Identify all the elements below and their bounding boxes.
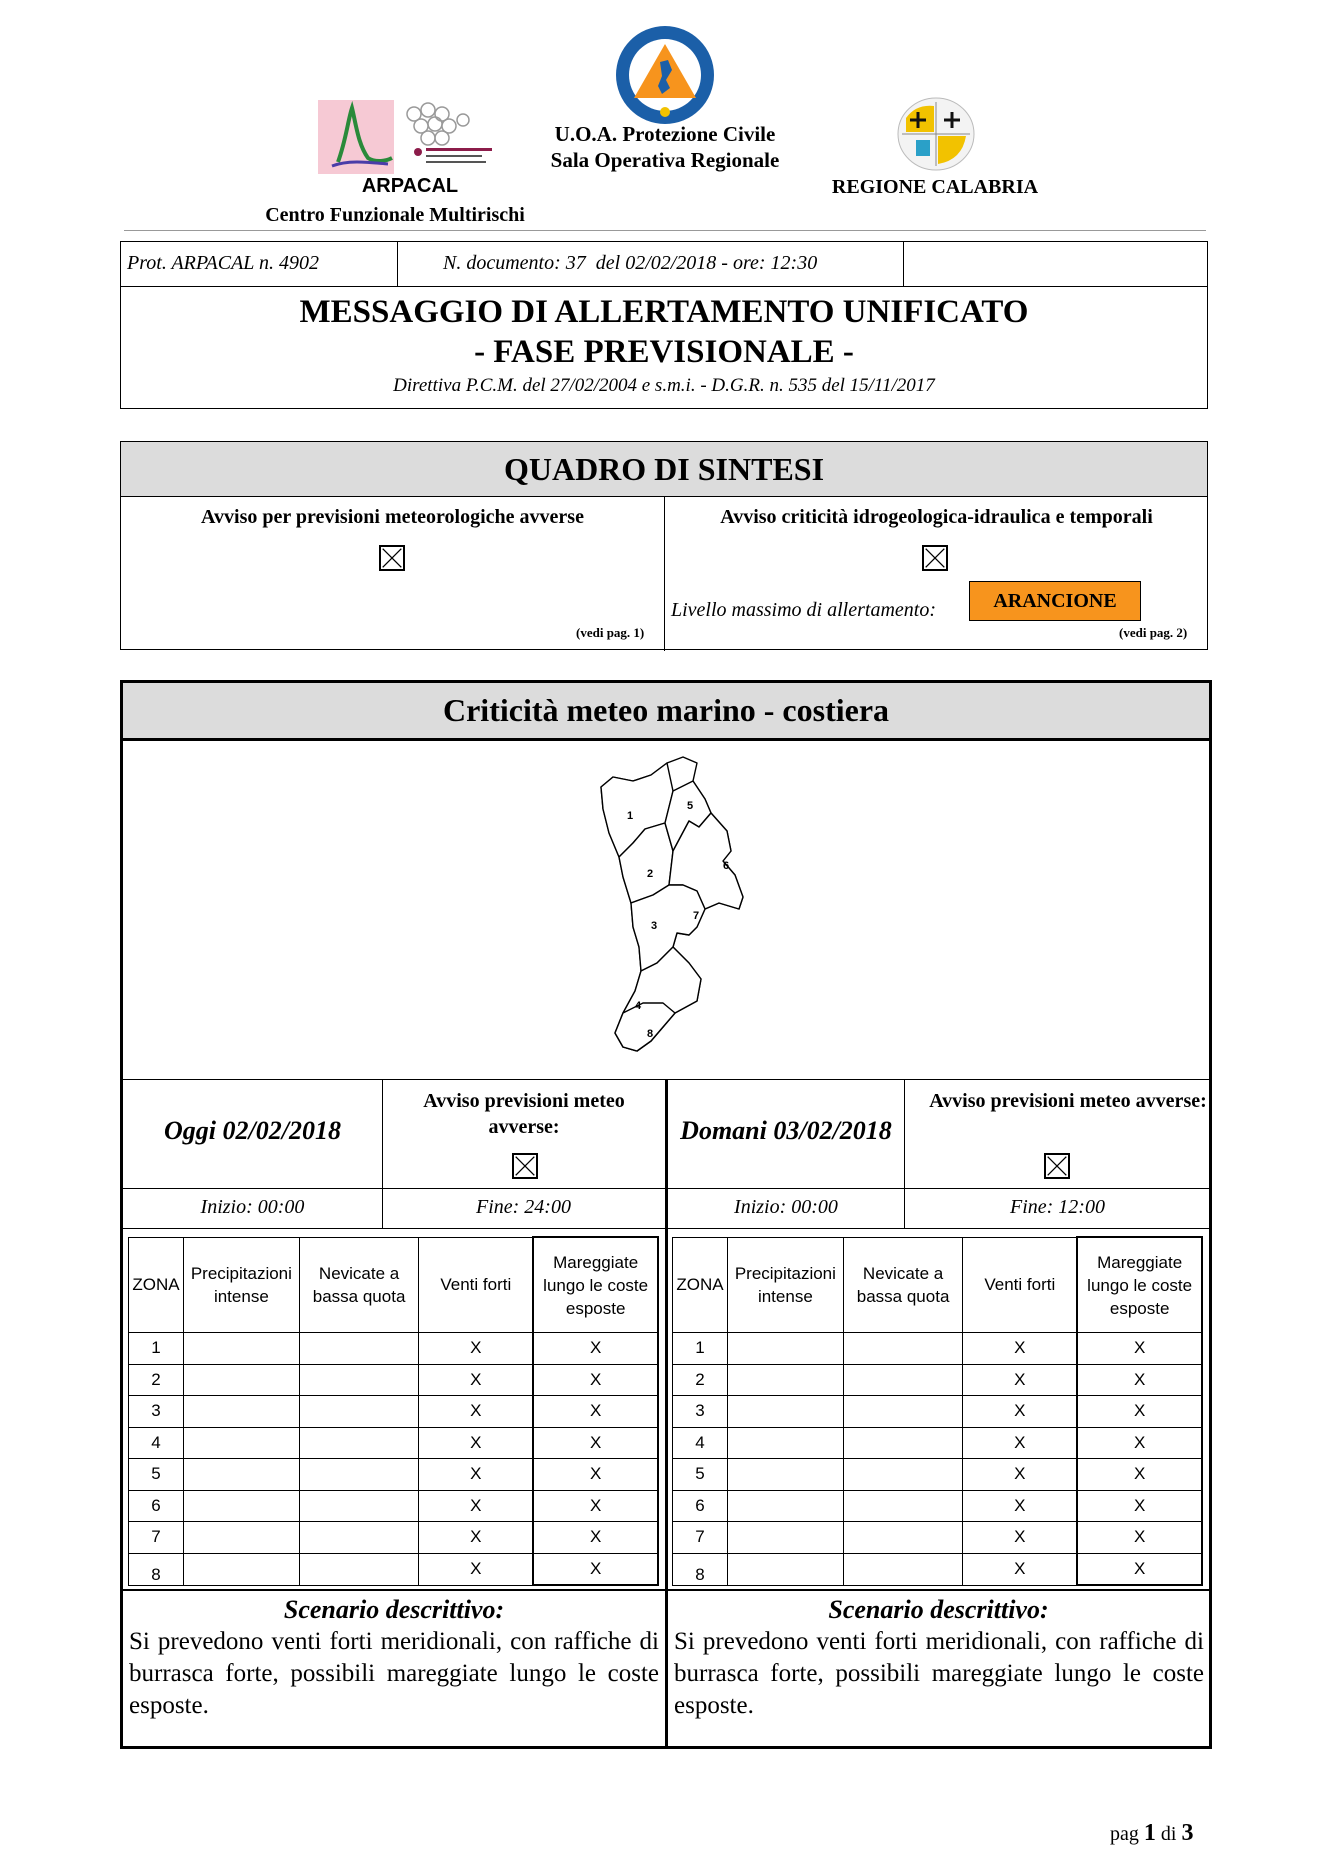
document-number: N. documento: 37 del 02/02/2018 - ore: 12:30 (443, 252, 818, 274)
zone-cell: 5 (129, 1459, 184, 1491)
zone-cell: 2 (129, 1364, 184, 1396)
message-phase: - FASE PREVISIONALE - (474, 334, 854, 370)
today-scenario-title: Scenario descrittivo: (283, 1595, 505, 1624)
nevicate-cell (843, 1396, 963, 1428)
livello-badge: ARANCIONE (969, 581, 1141, 621)
map-zone-label: 6 (723, 860, 730, 872)
table-row (673, 1427, 1203, 1459)
uoa-line2: Sala Operativa Regionale (550, 148, 780, 172)
zone-cell: 5 (673, 1459, 728, 1491)
table-row (673, 1553, 1203, 1585)
zone-cell: 4 (673, 1427, 728, 1459)
venti-cell: X (419, 1490, 533, 1522)
map-zone-label: 4 (635, 1000, 642, 1012)
venti-cell: X (963, 1522, 1077, 1554)
livello-label: Livello massimo di allertamento: (671, 599, 936, 621)
zone-cell: 8 (673, 1553, 728, 1585)
zone-cell: 1 (129, 1333, 184, 1365)
venti-cell: X (963, 1490, 1077, 1522)
venti-cell: X (963, 1459, 1077, 1491)
header-nevicate: Nevicate a bassa quota (843, 1237, 963, 1333)
mareggiate-cell: X (1077, 1427, 1202, 1459)
criticita-box (120, 680, 1212, 1749)
table-row (129, 1396, 659, 1428)
map-zone-label: 8 (647, 1028, 654, 1040)
header-zona: ZONA (129, 1237, 184, 1333)
mareggiate-cell: X (1077, 1459, 1202, 1491)
mareggiate-cell: X (533, 1427, 658, 1459)
mareggiate-cell: X (533, 1364, 658, 1396)
zone-cell: 3 (673, 1396, 728, 1428)
precipitazioni-cell (727, 1427, 843, 1459)
mareggiate-cell: X (1077, 1396, 1202, 1428)
nevicate-cell (299, 1490, 419, 1522)
table-row (673, 1490, 1203, 1522)
map-zone-label: 7 (693, 910, 700, 922)
meteo-avverse-checkbox[interactable] (379, 545, 405, 571)
nevicate-cell (299, 1459, 419, 1491)
header-mareggiate: Mareggiate lungo le coste esposte (1077, 1237, 1202, 1333)
zone-cell: 7 (673, 1522, 728, 1554)
regione-calabria-logo (896, 96, 976, 172)
page-pag: pag (1110, 1823, 1139, 1845)
venti-cell: X (419, 1333, 533, 1365)
zone-cell: 7 (129, 1522, 184, 1554)
table-row (129, 1364, 659, 1396)
precipitazioni-cell (727, 1333, 843, 1365)
nevicate-cell (299, 1522, 419, 1554)
page-current: 1 (1143, 1820, 1156, 1846)
table-row (129, 1333, 659, 1365)
precipitazioni-cell (727, 1364, 843, 1396)
nevicate-cell (299, 1364, 419, 1396)
mareggiate-cell: X (1077, 1553, 1202, 1585)
header-precipitazioni: Precipitazioni intense (183, 1237, 299, 1333)
mareggiate-cell: X (533, 1459, 658, 1491)
venti-cell: X (419, 1396, 533, 1428)
nevicate-cell (843, 1364, 963, 1396)
criticita-heading: Criticità meteo marino - costiera (442, 692, 890, 728)
page-total: 3 (1181, 1820, 1194, 1846)
nevicate-cell (299, 1396, 419, 1428)
nevicate-cell (843, 1427, 963, 1459)
zone-cell: 2 (673, 1364, 728, 1396)
map-zone-label: 1 (627, 810, 634, 822)
table-row (673, 1364, 1203, 1396)
nevicate-cell (843, 1333, 963, 1365)
precipitazioni-cell (727, 1522, 843, 1554)
mareggiate-cell: X (533, 1522, 658, 1554)
today-zone-table (128, 1236, 659, 1586)
nevicate-cell (299, 1333, 419, 1365)
arpacal-logo (318, 100, 500, 174)
venti-cell: X (419, 1553, 533, 1585)
today-inizio: Inizio: 00:00 (200, 1196, 305, 1218)
message-title: MESSAGGIO DI ALLERTAMENTO UNIFICATO (299, 294, 1029, 330)
precipitazioni-cell (183, 1553, 299, 1585)
mareggiate-cell: X (533, 1553, 658, 1585)
tomorrow-avviso-checkbox[interactable] (1044, 1153, 1070, 1179)
protezione-civile-logo (614, 24, 716, 126)
regione-name: REGIONE CALABRIA (831, 176, 1039, 198)
tomorrow-avviso-label: Avviso previsioni meteo avverse: (929, 1090, 1207, 1112)
today-label: Oggi 02/02/2018 (164, 1116, 341, 1145)
header-precipitazioni: Precipitazioni intense (727, 1237, 843, 1333)
venti-cell: X (963, 1553, 1077, 1585)
nevicate-cell (843, 1490, 963, 1522)
venti-cell: X (419, 1459, 533, 1491)
map-zone-label: 3 (651, 920, 658, 932)
header-mareggiate: Mareggiate lungo le coste esposte (533, 1237, 658, 1333)
zone-cell: 8 (129, 1553, 184, 1585)
precipitazioni-cell (727, 1553, 843, 1585)
precipitazioni-cell (727, 1396, 843, 1428)
header-divider (124, 230, 1206, 231)
mareggiate-cell: X (1077, 1364, 1202, 1396)
table-row (129, 1553, 659, 1585)
nevicate-cell (299, 1427, 419, 1459)
left-ref: (vedi pag. 1) (576, 625, 645, 640)
table-row (129, 1427, 659, 1459)
tomorrow-zone-table (672, 1236, 1203, 1586)
precipitazioni-cell (183, 1490, 299, 1522)
venti-cell: X (419, 1364, 533, 1396)
tomorrow-fine: Fine: 12:00 (1010, 1196, 1105, 1218)
mareggiate-cell: X (533, 1333, 658, 1365)
precipitazioni-cell (183, 1427, 299, 1459)
venti-cell: X (963, 1333, 1077, 1365)
header-venti: Venti forti (419, 1237, 533, 1333)
table-row (673, 1522, 1203, 1554)
map-zone-label: 5 (687, 800, 694, 812)
today-avviso-label: Avviso previsioni meteo avverse: (423, 1090, 625, 1138)
precipitazioni-cell (183, 1459, 299, 1491)
sintesi-box (120, 441, 1208, 650)
sintesi-heading: QUADRO DI SINTESI (503, 451, 825, 487)
precipitazioni-cell (183, 1522, 299, 1554)
page-indicator (1110, 1820, 1193, 1847)
precipitazioni-cell (183, 1364, 299, 1396)
protocol-number: Prot. ARPACAL n. 4902 (127, 252, 320, 274)
today-fine: Fine: 24:00 (476, 1196, 571, 1218)
sintesi-left-title: Avviso per previsioni meteorologiche avverse (201, 506, 584, 528)
right-ref: (vedi pag. 2) (1119, 625, 1188, 640)
tomorrow-scenario-title: Scenario descrittivo: (828, 1595, 1049, 1624)
idrogeologica-checkbox[interactable] (922, 545, 948, 571)
today-avviso-checkbox[interactable] (512, 1153, 538, 1179)
uoa-line1: U.O.A. Protezione Civile (554, 122, 776, 146)
zone-cell: 4 (129, 1427, 184, 1459)
nevicate-cell (299, 1553, 419, 1585)
mareggiate-cell: X (1077, 1522, 1202, 1554)
header-nevicate: Nevicate a bassa quota (299, 1237, 419, 1333)
map-zone-label: 2 (647, 868, 654, 880)
table-header-row (129, 1237, 659, 1333)
header-venti: Venti forti (963, 1237, 1077, 1333)
nevicate-cell (843, 1553, 963, 1585)
zone-cell: 1 (673, 1333, 728, 1365)
sintesi-right-title: Avviso criticità idrogeologica-idraulica e temporali (720, 506, 1153, 528)
arpacal-name: ARPACAL (361, 175, 459, 197)
tomorrow-scenario-text: Si prevedono venti forti meridionali, con raffiche di burrasca forte, possibili mareggiate lungo le coste esposte. (674, 1628, 1204, 1719)
tomorrow-label: Domani 03/02/2018 (680, 1116, 892, 1145)
zone-cell: 3 (129, 1396, 184, 1428)
directive-text: Direttiva P.C.M. del 27/02/2004 e s.m.i. - D.G.R. n. 535 del 15/11/2017 (393, 375, 935, 396)
precipitazioni-cell (183, 1396, 299, 1428)
protocol-box (120, 241, 1208, 409)
venti-cell: X (963, 1364, 1077, 1396)
venti-cell: X (963, 1396, 1077, 1428)
precipitazioni-cell (727, 1459, 843, 1491)
zone-cell: 6 (673, 1490, 728, 1522)
venti-cell: X (419, 1427, 533, 1459)
venti-cell: X (963, 1427, 1077, 1459)
zone-cell: 6 (129, 1490, 184, 1522)
tomorrow-inizio: Inizio: 00:00 (734, 1196, 838, 1218)
header-zona: ZONA (673, 1237, 728, 1333)
nevicate-cell (843, 1522, 963, 1554)
today-scenario-text: Si prevedono venti forti meridionali, con raffiche di burrasca forte, possibili mareggiate lungo le coste esposte. (129, 1628, 659, 1719)
venti-cell: X (419, 1522, 533, 1554)
mareggiate-cell: X (533, 1490, 658, 1522)
table-row (129, 1522, 659, 1554)
table-row (129, 1459, 659, 1491)
precipitazioni-cell (727, 1490, 843, 1522)
table-row (129, 1490, 659, 1522)
mareggiate-cell: X (1077, 1490, 1202, 1522)
nevicate-cell (843, 1459, 963, 1491)
calabria-zones-map (593, 751, 763, 1061)
precipitazioni-cell (183, 1333, 299, 1365)
table-header-row (673, 1237, 1203, 1333)
page-di: di (1160, 1823, 1177, 1845)
table-row (673, 1459, 1203, 1491)
table-row (673, 1333, 1203, 1365)
mareggiate-cell: X (533, 1396, 658, 1428)
arpacal-centro: Centro Funzionale Multirischi (265, 204, 525, 226)
mareggiate-cell: X (1077, 1333, 1202, 1365)
table-row (673, 1396, 1203, 1428)
